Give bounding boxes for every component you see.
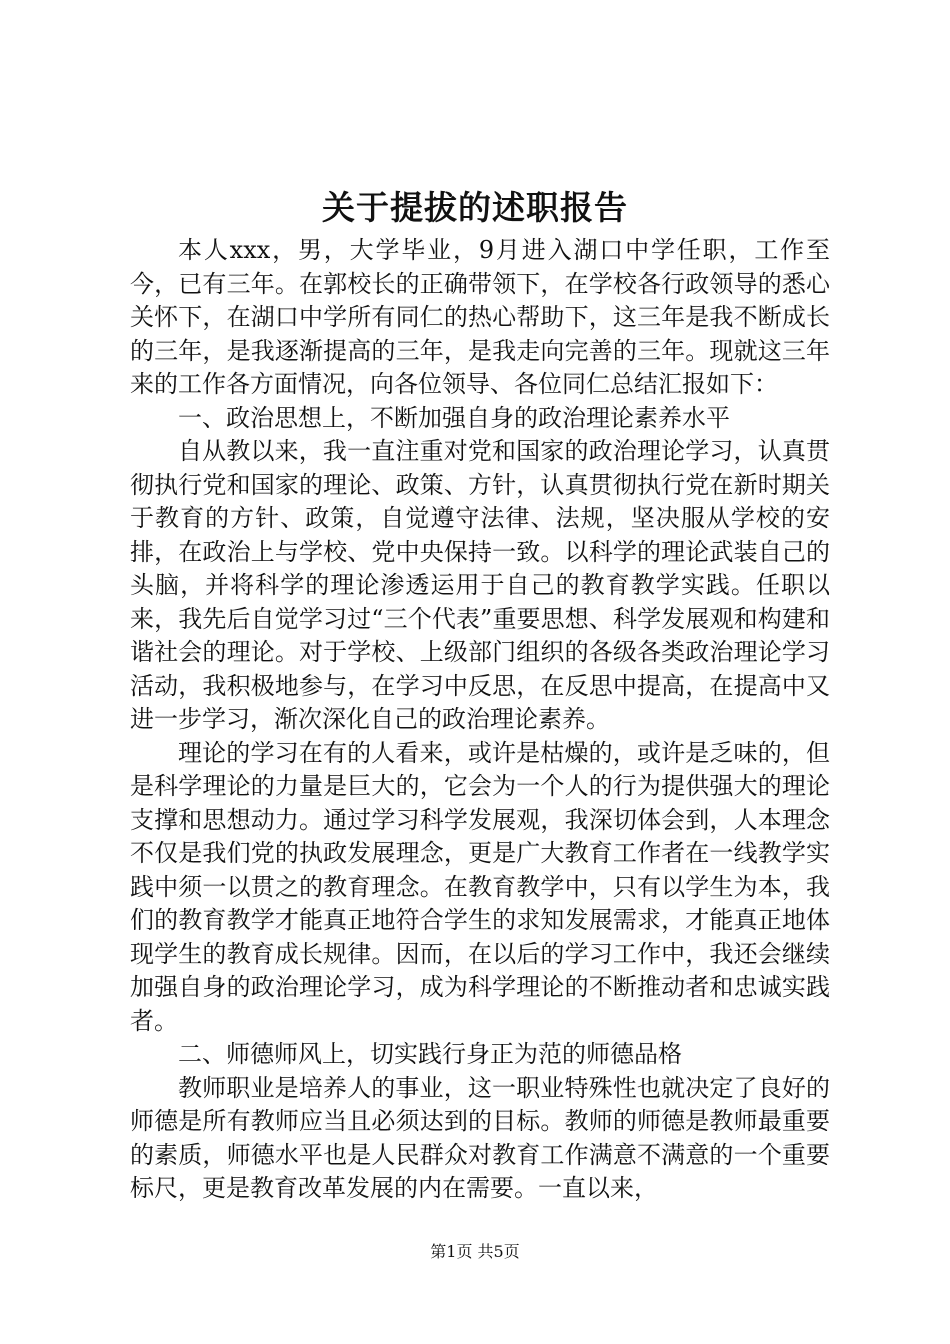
paragraph-teacher-ethics: 教师职业是培养人的事业，这一职业特殊性也就决定了良好的师德是所有教师应当且必须达到的目标。教师的师德是教师最重要的素质，师德水平也是人民群众对教育工作满意不满意的一个重要标尺，更是教育改革发展的内在需要。一直以来， — [130, 1073, 830, 1202]
section-heading-political: 一、政治思想上，不断加强自身的政治理论素养水平 — [178, 403, 730, 432]
section-heading-ethics: 二、师德师风上，切实践行身正为范的师德品格 — [178, 1040, 682, 1068]
page-footer: 第1页 共5页 — [430, 1242, 520, 1261]
document-body — [130, 234, 830, 1206]
paragraph-intro: 本人xxx，男，大学毕业，9月进入湖口中学任职，工作至今，已有三年。在郭校长的正确带领下，在学校各行政领导的悉心关怀下，在湖口中学所有同仁的热心帮助下，这三年是我不断成长的三年，是我逐渐提高的三年，是我走向完善的三年。现就这三年来的工作各方面情况，向各位领导、各位同仁总结汇报如下： — [130, 236, 830, 398]
paragraph-political-study: 自从教以来，我一直注重对党和国家的政治理论学习，认真贯彻执行党和国家的理论、政策、方针，认真贯彻执行党在新时期关于教育的方针、政策，自觉遵守法律、法规，坚决服从学校的安排，在政治上与学校、党中央保持一致。以科学的理论武装自己的头脑，并将科学的理论渗透运用于自己的教育教学实践。任职以来，我先后自觉学习过“三个代表”重要思想、科学发展观和构建和谐社会的理论。对于学校、上级部门组织的各级各类政治理论学习活动，我积极地参与，在学习中反思，在反思中提高，在提高中又进一步学习，渐次深化自己的政治理论素养。 — [130, 437, 830, 733]
document-title: 关于提拔的述职报告 — [322, 188, 628, 227]
paragraph-theory-value: 理论的学习在有的人看来，或许是枯燥的，或许是乏味的，但是科学理论的力量是巨大的，它会为一个人的行为提供强大的理论支撑和思想动力。通过学习科学发展观，我深切体会到，人本理念不仅是我们党的执政发展理念，更是广大教育工作者在一线教学实践中须一以贯之的教育理念。在教育教学中，只有以学生为本，我们的教育教学才能真正地符合学生的求知发展需求，才能真正地体现学生的教育成长规律。因而，在以后的学习工作中，我还会继续加强自身的政治理论学习，成为科学理论的不断推动者和忠诚实践者。 — [130, 738, 830, 1035]
